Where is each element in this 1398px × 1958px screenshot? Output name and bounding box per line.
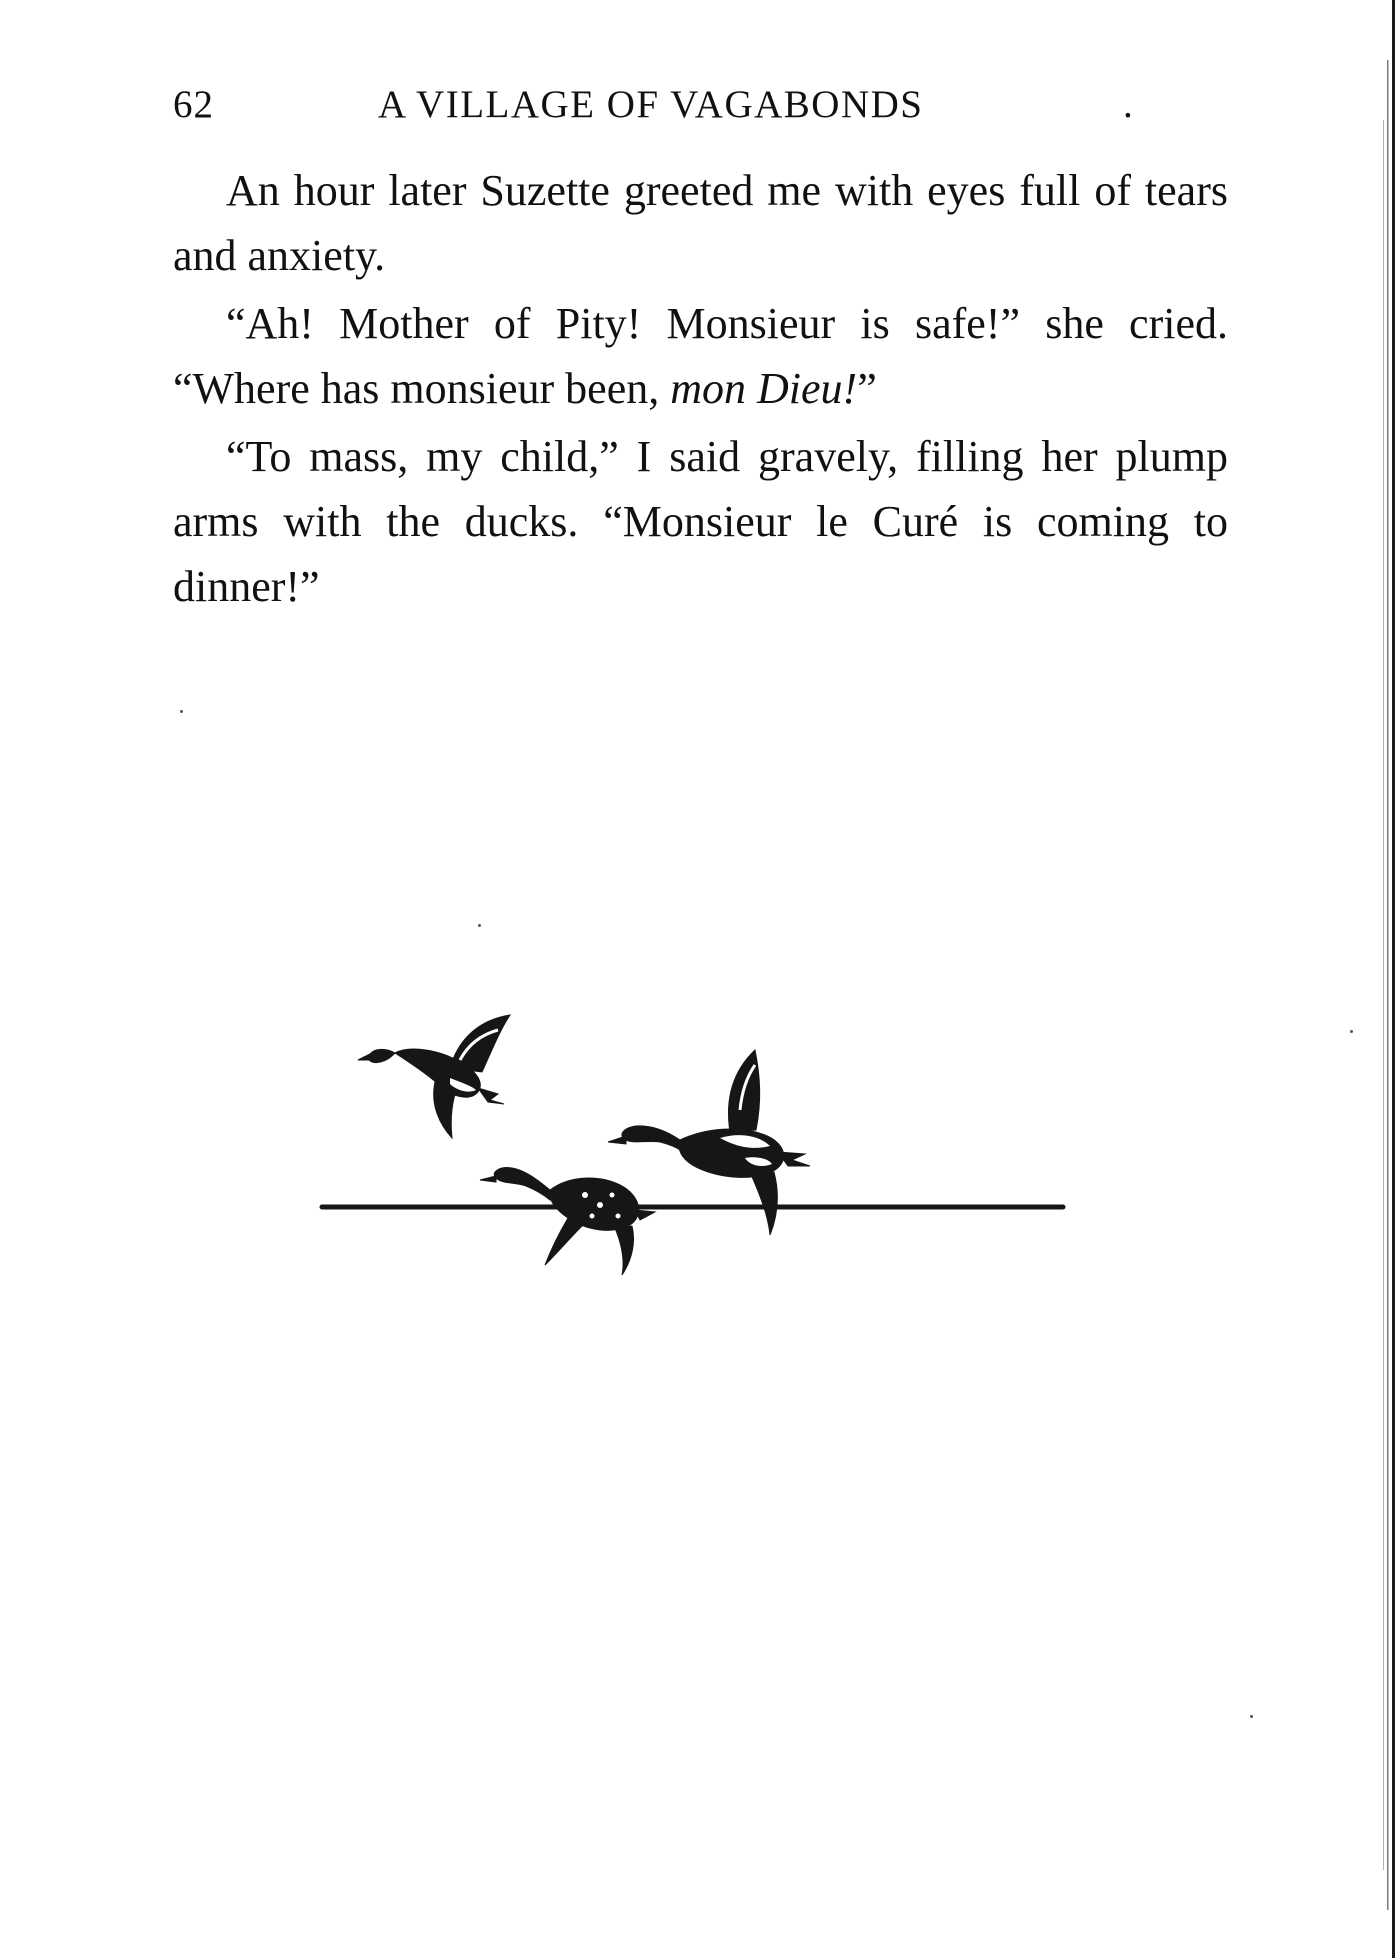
running-title: A VILLAGE OF VAGABONDS bbox=[378, 83, 924, 126]
page-number: 62 bbox=[173, 83, 214, 126]
paragraph-2-italic: mon Dieu! bbox=[670, 364, 858, 413]
stray-mark: . bbox=[1123, 83, 1134, 126]
page-edge-shadow bbox=[1368, 0, 1398, 1958]
body-text bbox=[173, 158, 1228, 622]
paper-speck bbox=[180, 710, 183, 713]
paper-speck bbox=[478, 924, 481, 927]
paper-speck bbox=[1350, 1030, 1353, 1033]
duck-left bbox=[358, 1015, 510, 1138]
horizon-line bbox=[320, 1205, 1065, 1209]
paragraph-2-close-quote: ” bbox=[857, 364, 877, 413]
duck-center bbox=[480, 1168, 655, 1275]
paragraph-2-text: “Ah! Mother of Pity! Monsieur is safe!” she cried. “Where has monsieur been, bbox=[173, 299, 1228, 413]
paragraph-3: “To mass, my child,” I said gravely, filling her plump arms with the ducks. “Monsieur le Curé is coming to dinner!” bbox=[173, 432, 1228, 611]
paper-speck bbox=[1250, 1715, 1253, 1718]
ducks-illustration bbox=[300, 990, 1100, 1300]
paragraph-2 bbox=[173, 291, 1228, 421]
running-head bbox=[173, 82, 1228, 132]
paragraph-1: An hour later Suzette greeted me with eyes full of tears and anxiety. bbox=[173, 166, 1228, 280]
